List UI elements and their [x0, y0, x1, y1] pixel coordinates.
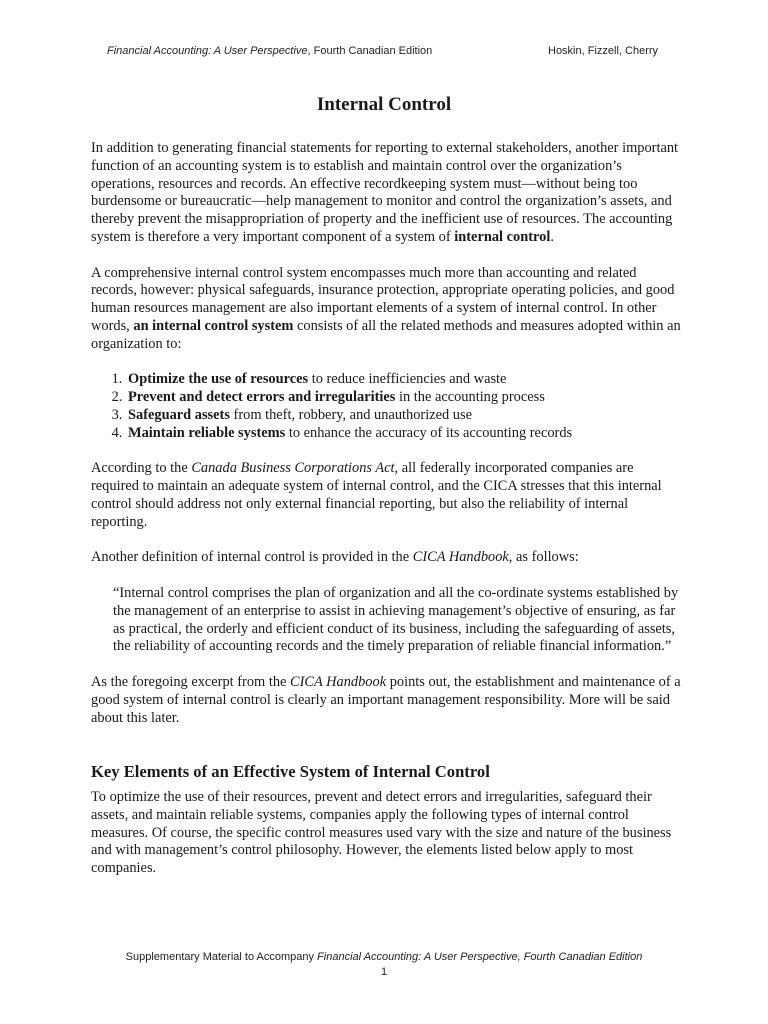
objective-rest: in the accounting process — [395, 389, 545, 406]
block-quote: “Internal control comprises the plan of organization and all the co-ordinate systems established by the management of an enterprise to assist in achieving management’s objective of ensuring, as far as practical, the orderly and efficient conduct of its business, including the safeguarding of assets, the reliability of accounting records and the timely preparation of reliable financial information.” — [113, 584, 679, 655]
comprehensive-paragraph — [91, 265, 681, 354]
definition-source: CICA Handbook — [412, 549, 509, 566]
cbca-act-title: Canada Business Corporations Act — [191, 460, 395, 477]
excerpt-post: points out, the establishment and maintenance of a good system of internal control is clearly an important management responsibility. More will be said about this later. — [91, 673, 681, 726]
excerpt-pre: As the foregoing excerpt from the — [91, 673, 291, 690]
intro-bold-term: internal control — [454, 228, 551, 245]
intro-paragraph — [91, 140, 681, 247]
footer-book-title: Financial Accounting: A User Perspective, Fourth Canadian Edition — [317, 951, 643, 963]
objective-rest: to enhance the accuracy of its accounting records — [285, 424, 573, 441]
definition-pre: Another definition of internal control is provided in the — [91, 549, 413, 566]
cbca-post: , all federally incorporated companies are required to maintain an adequate system of internal control, and the CICA stresses that this internal control should address not only external financial reporting, but also the reliability of internal reporting. — [91, 460, 662, 530]
header-authors: Hoskin, Fizzell, Cherry — [548, 45, 659, 57]
objective-bold: Prevent and detect errors and irregularities — [128, 389, 396, 406]
intro-text: In addition to generating financial statements for reporting to external stakeholders, another important function of an accounting system is to establish and maintain control over the organization’s operations, resources and records. An effective recordkeeping system must—without being too burdensome or bureaucratic—help management to monitor and control the organization’s assets, and thereby prevent the misappropriation of property and the inefficient use of resources. The accounting system is therefore a very important component of a system of — [91, 140, 679, 245]
page-number: 1 — [380, 966, 388, 978]
excerpt-source: CICA Handbook — [290, 673, 387, 690]
comprehensive-end: consists of all the related methods and measures adopted within an organization to: — [91, 317, 681, 352]
comprehensive-bold-term: an internal control system — [133, 317, 294, 334]
page-title: Internal Control — [316, 94, 452, 115]
section-heading: Key Elements of an Effective System of Internal Control — [91, 762, 490, 782]
objective-rest: to reduce inefficiencies and waste — [308, 371, 507, 388]
comprehensive-text: A comprehensive internal control system encompasses much more than accounting and related records, however: physical safeguards, insurance protection, appropriate operating policies, and good human resources management are also important elements of a system of internal control. In other words, — [91, 264, 675, 334]
excerpt-paragraph — [91, 674, 681, 727]
objective-bold: Safeguard assets — [128, 406, 230, 423]
intro-end: . — [550, 228, 554, 245]
objectives-list — [91, 371, 681, 442]
objective-bold: Maintain reliable systems — [128, 424, 286, 441]
list-item — [126, 371, 681, 389]
key-elements-paragraph: To optimize the use of their resources, prevent and detect errors and irregularities, safeguard their assets, and maintain reliable systems, companies apply the following types of internal control measures. Of course, the specific control measures used vary with the size and nature of the business and with management’s control philosophy. However, the elements listed below apply to most companies. — [91, 789, 672, 877]
running-header — [0, 45, 768, 61]
cbca-pre: According to the — [91, 460, 192, 477]
footer-line — [0, 950, 768, 965]
list-item — [126, 425, 681, 443]
objective-bold: Optimize the use of resources — [128, 371, 309, 388]
list-item — [126, 389, 681, 407]
header-book-title-italic: Financial Accounting: A User Perspective — [107, 45, 308, 57]
header-edition: , Fourth Canadian Edition — [307, 45, 433, 57]
header-book-title — [107, 45, 432, 57]
document-body — [91, 140, 681, 896]
cbca-paragraph — [91, 460, 681, 531]
definition-post: , as follows: — [508, 549, 579, 566]
definition-intro-paragraph — [91, 549, 681, 567]
list-item — [126, 407, 681, 425]
objective-rest: from theft, robbery, and unauthorized use — [229, 406, 472, 423]
footer-prefix: Supplementary Material to Accompany — [125, 951, 318, 963]
page-footer — [0, 950, 768, 980]
